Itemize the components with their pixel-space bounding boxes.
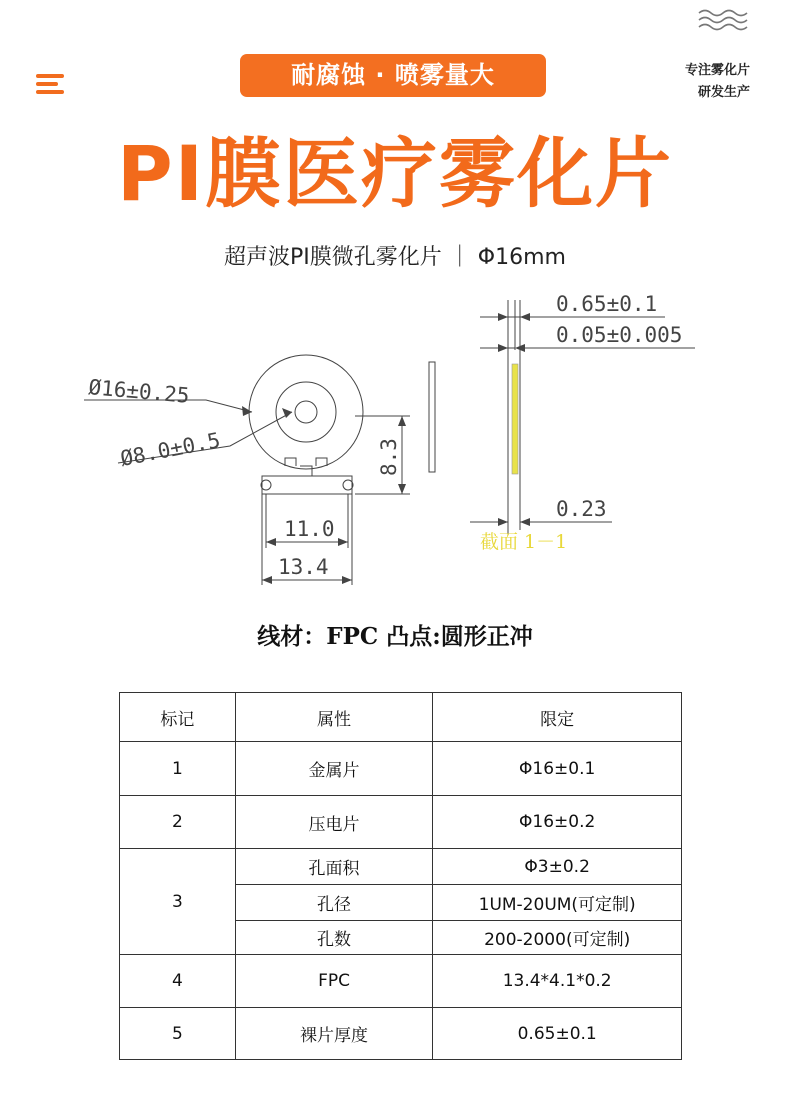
fpc-tab-outline [262,458,352,494]
side-plate-outline [429,362,435,472]
dim-outer-width: 13.4 [278,555,329,579]
row-limit: 13.4*4.1*0.2 [433,955,682,1008]
row-attr: 金属片 [235,742,433,796]
row-limit: Φ16±0.1 [433,742,682,796]
row-attr: 裸片厚度 [235,1008,433,1060]
dim-thickness: 0.65±0.1 [556,292,658,316]
row-mark: 3 [120,849,236,955]
dim-outer-diameter: Ø16±0.25 [87,375,191,408]
row-limit: Φ3±0.2 [433,849,682,885]
table-row [120,849,682,885]
material-line: 线材：FPC 凸点:圆形正冲 [257,623,533,650]
table-row [120,955,682,1008]
row-attr: 孔数 [235,921,433,955]
tagline-line-1: 专注雾化片 [684,63,750,78]
wave-icon [698,8,748,32]
table-row [120,742,682,796]
table-row [120,1008,682,1060]
dim-bump: 0.23 [556,497,607,521]
page-title: PI膜医疗雾化片 [117,129,673,218]
dim-height: 8.3 [377,438,401,476]
dim-inner-diameter: Ø8.0±0.5 [118,428,223,471]
spec-table [119,692,682,1060]
row-attr: 孔面积 [235,849,433,885]
row-mark: 4 [120,955,236,1008]
tagline [685,60,750,104]
row-attr: FPC [235,955,433,1008]
header-limit: 限定 [433,693,682,742]
row-limit: 1UM-20UM(可定制) [433,885,682,921]
section-label: 截面 1－1 [480,531,568,553]
page-subtitle: 超声波PI膜微孔雾化片 ｜ Φ16mm [224,245,566,270]
row-attr: 压电片 [235,796,433,849]
section-fill [512,364,518,474]
tagline-line-2: 研发生产 [697,85,750,100]
table-row [120,796,682,849]
technical-drawing [0,280,790,590]
row-limit: 0.65±0.1 [433,1008,682,1060]
dim-film-thickness: 0.05±0.005 [556,323,683,347]
row-mark: 2 [120,796,236,849]
row-mark: 5 [120,1008,236,1060]
menu-icon[interactable] [36,74,64,94]
row-limit: 200-2000(可定制) [433,921,682,955]
row-mark: 1 [120,742,236,796]
table-header-row [120,693,682,742]
outer-disc-outline [249,355,363,469]
row-limit: Φ16±0.2 [433,796,682,849]
feature-badge: 耐腐蚀 · 喷雾量大 [240,54,546,97]
dim-inner-width: 11.0 [284,517,335,541]
center-hole-outline [295,401,317,423]
row-attr: 孔径 [235,885,433,921]
header-attr: 属性 [235,693,433,742]
header-mark: 标记 [120,693,236,742]
